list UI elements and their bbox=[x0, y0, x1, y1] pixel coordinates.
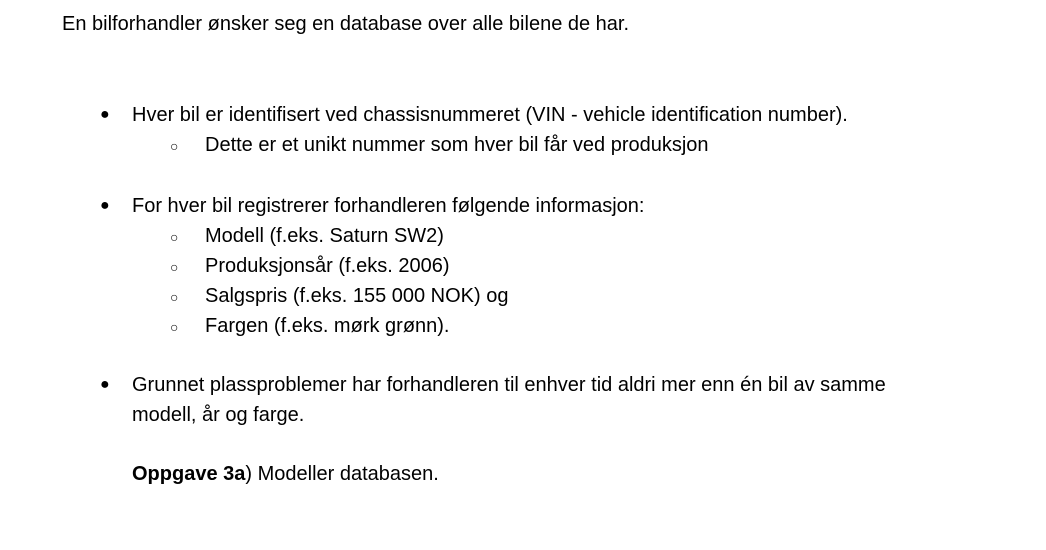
bullet-2-sub-4: Fargen (f.eks. mørk grønn). bbox=[205, 315, 450, 337]
bullet-1-sub-1: Dette er et unikt nummer som hver bil får ved produksjon bbox=[205, 134, 709, 156]
bullet-2-sub-1: Modell (f.eks. Saturn SW2) bbox=[205, 225, 444, 247]
sub-bullet-circle-icon: ○ bbox=[170, 259, 179, 275]
intro-text: En bilforhandler ønsker seg en database over alle bilene de har. bbox=[62, 13, 630, 35]
bullet-disc-icon: ● bbox=[100, 197, 110, 214]
bullet-3-text-line-2: modell, år og farge. bbox=[132, 404, 305, 426]
bullet-2-sub-2: Produksjonsår (f.eks. 2006) bbox=[205, 255, 450, 277]
bullet-1-text: Hver bil er identifisert ved chassisnummeret (VIN - vehicle identification number). bbox=[132, 104, 848, 126]
sub-bullet-circle-icon: ○ bbox=[170, 319, 179, 335]
sub-bullet-circle-icon: ○ bbox=[170, 229, 179, 245]
task-label: Oppgave 3a bbox=[132, 463, 246, 485]
bullet-disc-icon: ● bbox=[100, 376, 110, 393]
bullet-2-text: For hver bil registrerer forhandleren følgende informasjon: bbox=[132, 195, 645, 217]
bullet-disc-icon: ● bbox=[100, 106, 110, 123]
task-statement bbox=[132, 462, 439, 486]
sub-bullet-circle-icon: ○ bbox=[170, 289, 179, 305]
task-text: ) Modeller databasen. bbox=[245, 463, 439, 485]
bullet-3-text-line-1: Grunnet plassproblemer har forhandleren til enhver tid aldri mer enn én bil av samme bbox=[132, 374, 886, 396]
bullet-2-sub-3: Salgspris (f.eks. 155 000 NOK) og bbox=[205, 285, 509, 307]
sub-bullet-circle-icon: ○ bbox=[170, 138, 179, 154]
